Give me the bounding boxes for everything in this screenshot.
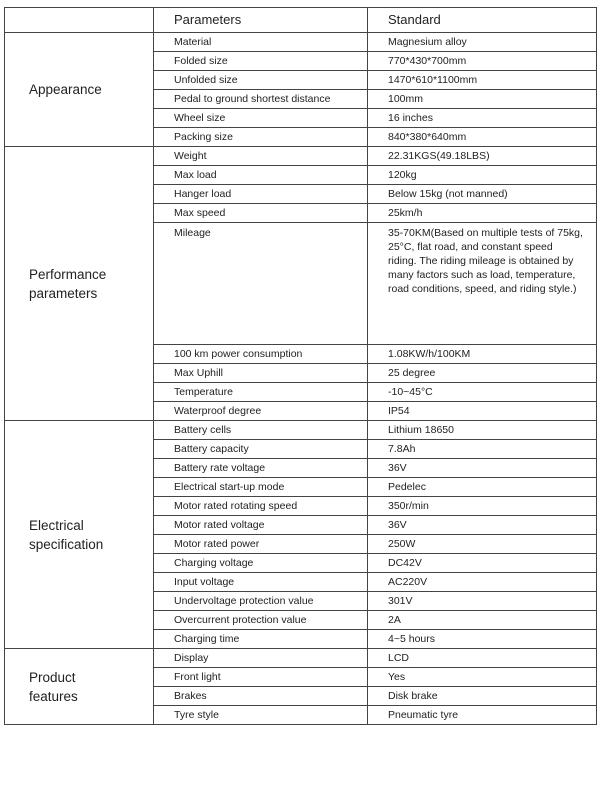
value-cell: 301V (368, 592, 597, 611)
value-cell: 25km/h (368, 204, 597, 223)
value-cell: LCD (368, 649, 597, 668)
param-cell: Front light (154, 668, 368, 687)
param-cell: Motor rated power (154, 535, 368, 554)
value-cell: 16 inches (368, 109, 597, 128)
param-cell: Motor rated rotating speed (154, 497, 368, 516)
value-cell: 840*380*640mm (368, 128, 597, 147)
value-cell: 770*430*700mm (368, 52, 597, 71)
header-parameters: Parameters (154, 8, 368, 33)
value-cell: Disk brake (368, 687, 597, 706)
param-cell: Charging time (154, 630, 368, 649)
value-cell: 2A (368, 611, 597, 630)
header-blank (5, 8, 154, 33)
value-cell: 25 degree (368, 364, 597, 383)
value-cell: 36V (368, 516, 597, 535)
table-row (5, 147, 597, 166)
value-cell: IP54 (368, 402, 597, 421)
value-cell: 120kg (368, 166, 597, 185)
param-cell: Undervoltage protection value (154, 592, 368, 611)
value-cell: Below 15kg (not manned) (368, 185, 597, 204)
param-cell: Input voltage (154, 573, 368, 592)
value-cell: 1470*610*1100mm (368, 71, 597, 90)
param-cell: Electrical start-up mode (154, 478, 368, 497)
table-header-row (5, 8, 597, 33)
table-row (5, 649, 597, 668)
value-cell: 35-70KM(Based on multiple tests of 75kg, 25°C, flat road, and constant speed riding. The riding mileage is obtained by many factors such as load, temperature, road conditions, speed, and riding style.) (368, 223, 597, 345)
param-cell: Charging voltage (154, 554, 368, 573)
group-label (5, 421, 154, 649)
param-cell: Tyre style (154, 706, 368, 725)
group-label (5, 33, 154, 147)
param-cell: Mileage (154, 223, 368, 345)
param-cell: Battery cells (154, 421, 368, 440)
value-cell: -10~45°C (368, 383, 597, 402)
value-cell: 250W (368, 535, 597, 554)
parameters-table (4, 7, 597, 725)
param-cell: 100 km power consumption (154, 345, 368, 364)
param-cell: Battery capacity (154, 440, 368, 459)
group-label (5, 147, 154, 421)
spec-table (4, 7, 596, 725)
header-standard: Standard (368, 8, 597, 33)
param-cell: Battery rate voltage (154, 459, 368, 478)
param-cell: Max load (154, 166, 368, 185)
group-label-text: Product features (29, 669, 78, 704)
table-body (5, 33, 597, 725)
param-cell: Waterproof degree (154, 402, 368, 421)
param-cell: Packing size (154, 128, 368, 147)
value-cell: Magnesium alloy (368, 33, 597, 52)
table-row (5, 33, 597, 52)
param-cell: Brakes (154, 687, 368, 706)
param-cell: Wheel size (154, 109, 368, 128)
value-cell: 36V (368, 459, 597, 478)
param-cell: Motor rated voltage (154, 516, 368, 535)
group-label-text: Electrical specification (29, 517, 104, 552)
group-label-text: Performance parameters (29, 266, 107, 301)
value-cell: Pedelec (368, 478, 597, 497)
value-cell: AC220V (368, 573, 597, 592)
param-cell: Temperature (154, 383, 368, 402)
value-cell: DC42V (368, 554, 597, 573)
param-cell: Folded size (154, 52, 368, 71)
param-cell: Max speed (154, 204, 368, 223)
group-label (5, 649, 154, 725)
param-cell: Unfolded size (154, 71, 368, 90)
param-cell: Pedal to ground shortest distance (154, 90, 368, 109)
value-cell: 4~5 hours (368, 630, 597, 649)
value-cell: Pneumatic tyre (368, 706, 597, 725)
param-cell: Display (154, 649, 368, 668)
value-cell: 350r/min (368, 497, 597, 516)
param-cell: Weight (154, 147, 368, 166)
param-cell: Hanger load (154, 185, 368, 204)
value-cell: 7.8Ah (368, 440, 597, 459)
value-cell: Lithium 18650 (368, 421, 597, 440)
param-cell: Max Uphill (154, 364, 368, 383)
param-cell: Material (154, 33, 368, 52)
param-cell: Overcurrent protection value (154, 611, 368, 630)
table-row (5, 421, 597, 440)
group-label-text: Appearance (29, 82, 102, 97)
value-cell: 100mm (368, 90, 597, 109)
value-cell: Yes (368, 668, 597, 687)
value-cell: 1.08KW/h/100KM (368, 345, 597, 364)
value-cell: 22.31KGS(49.18LBS) (368, 147, 597, 166)
